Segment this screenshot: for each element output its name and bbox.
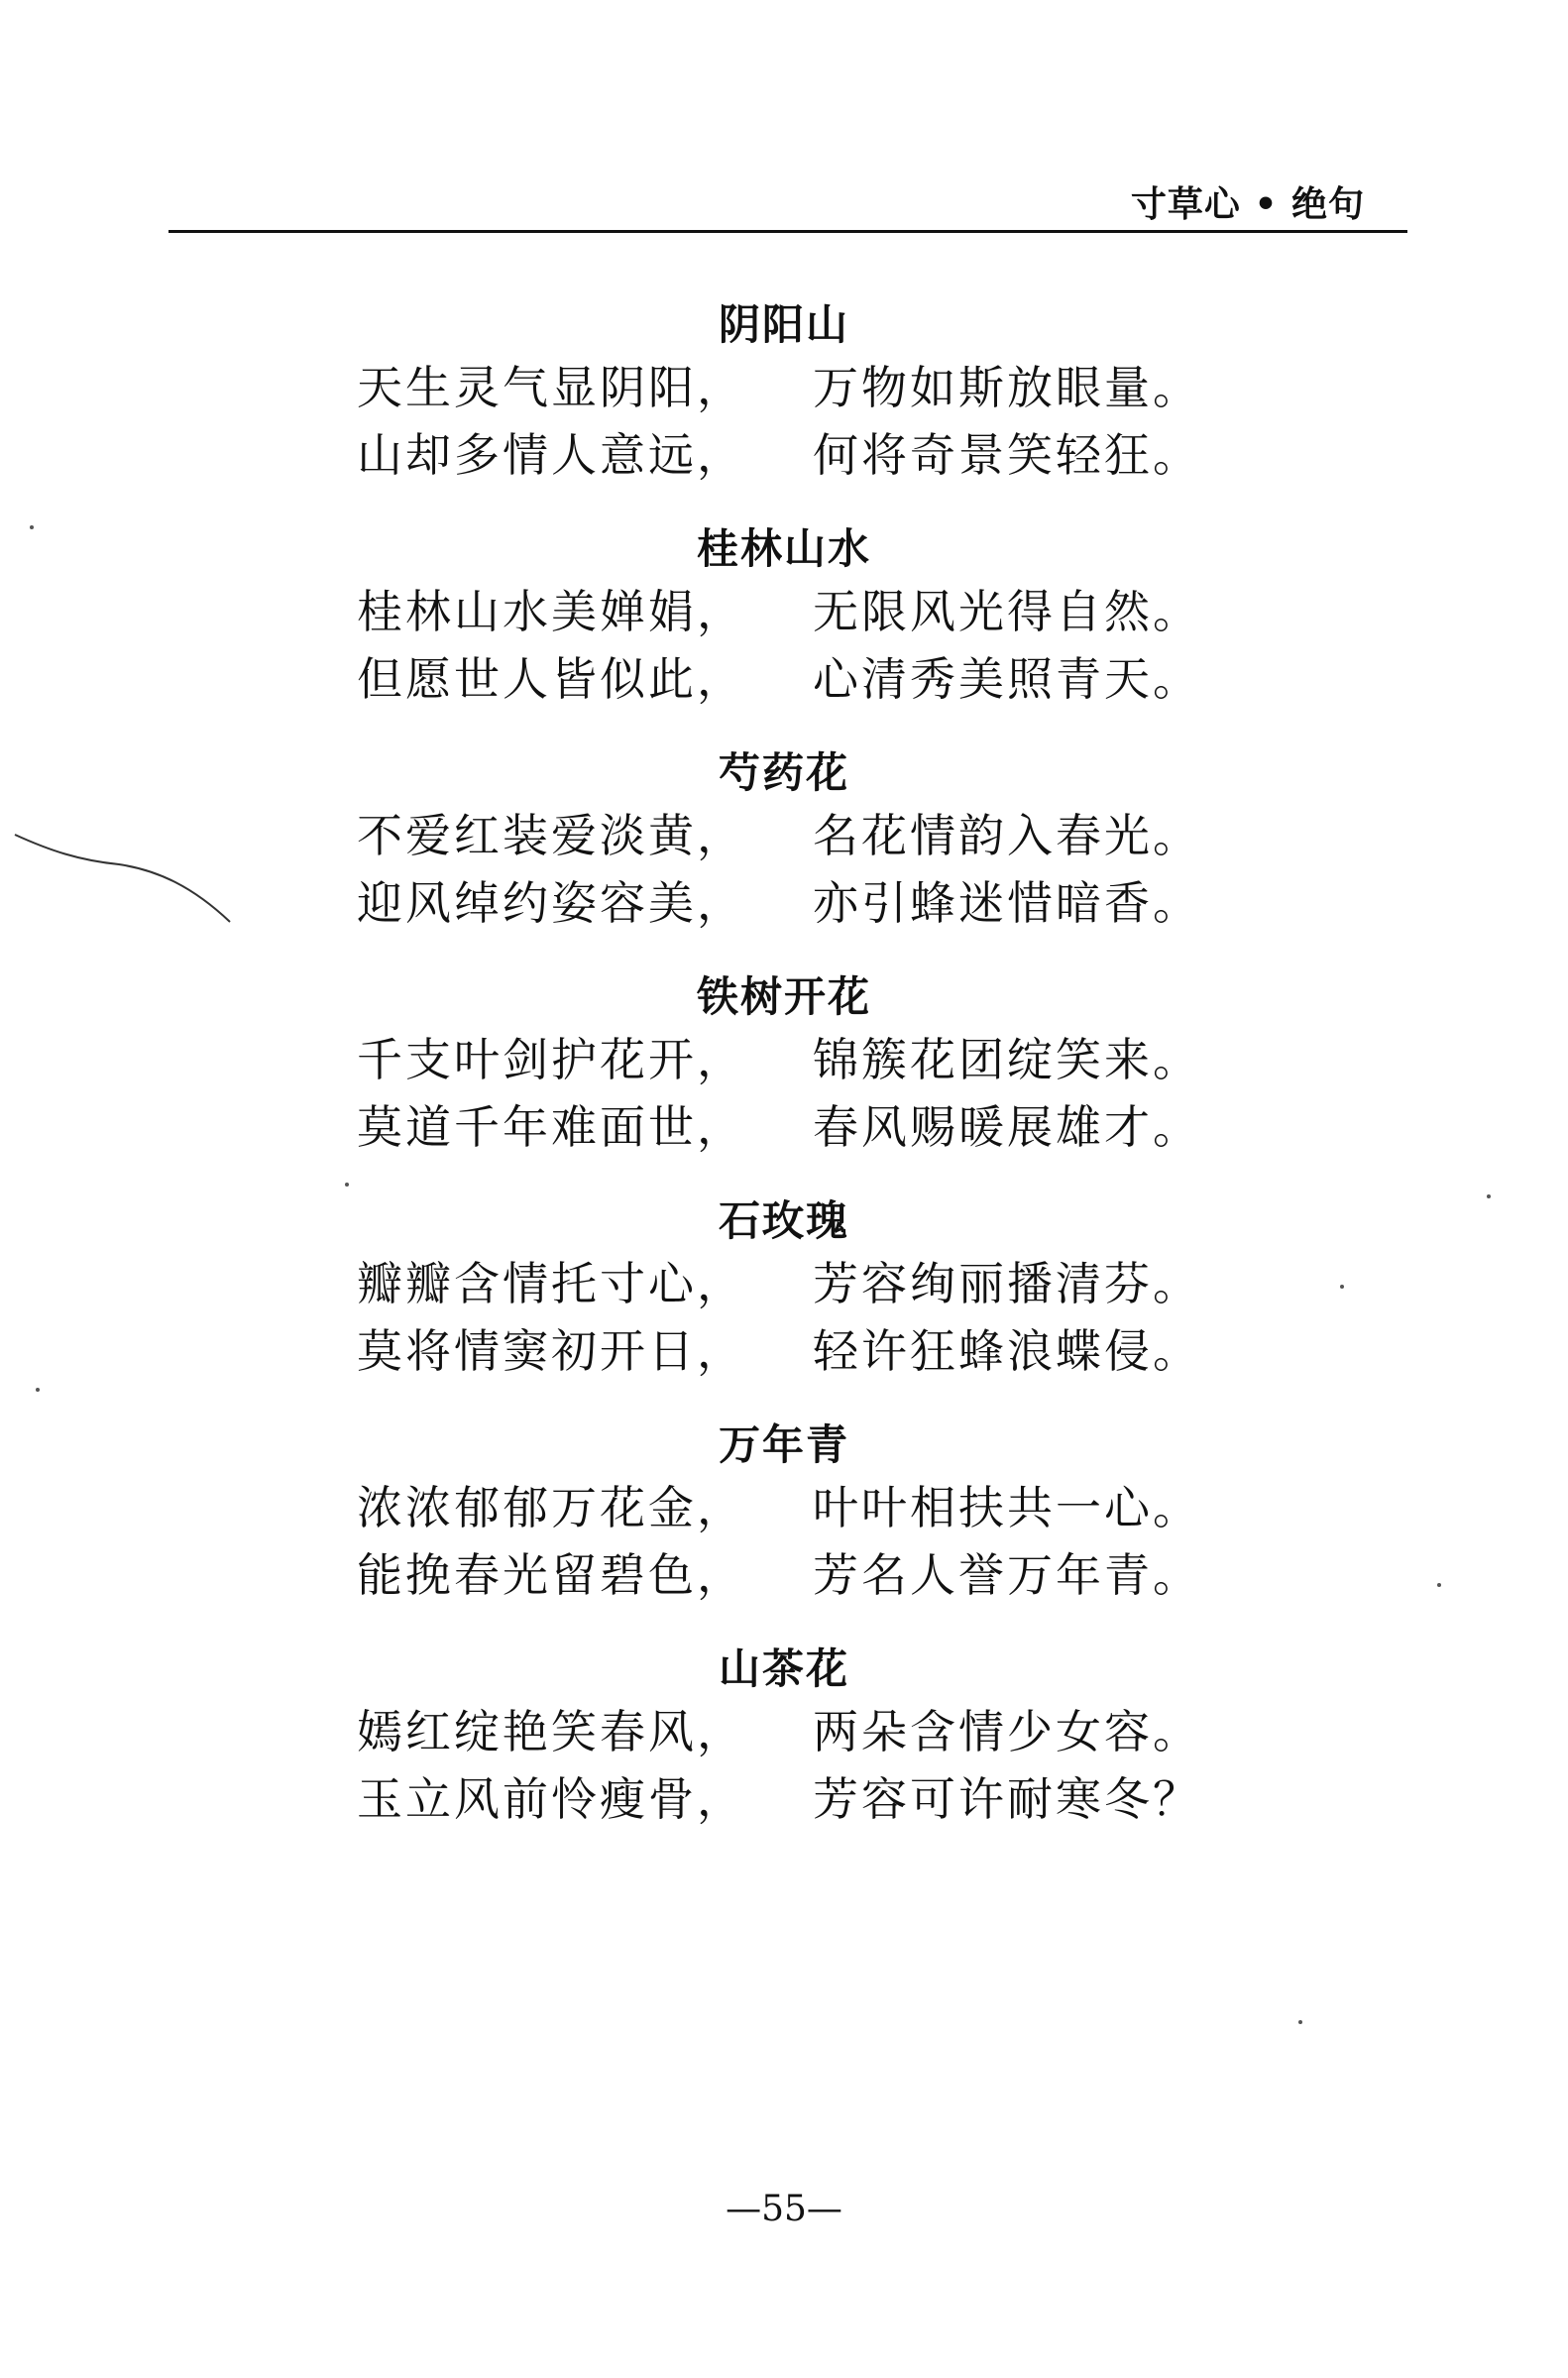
poem-line xyxy=(357,1539,1229,1602)
poem-line-second-half: 亦引蜂迷惜暗香。 xyxy=(813,876,1201,930)
poem-title: 桂林山水 xyxy=(696,524,871,573)
poem-title: 阴阳山 xyxy=(718,300,849,349)
poem-line-first-half: 迎风绰约姿容美， xyxy=(357,876,745,930)
poem-line-first-half: 浓浓郁郁万花金， xyxy=(357,1481,745,1534)
poem xyxy=(0,1179,1568,1403)
poem-line-first-half: 不爱红装爱淡黄， xyxy=(357,809,745,862)
poem-line-second-half: 无限风光得自然。 xyxy=(813,585,1201,638)
poem xyxy=(0,1627,1568,1851)
poem-line xyxy=(357,352,1229,414)
poem-line-first-half: 玉立风前怜瘦骨， xyxy=(357,1772,745,1826)
poem-line-second-half: 芳容绚丽播清芬。 xyxy=(813,1257,1201,1310)
poem-line xyxy=(357,1091,1229,1154)
scan-speck xyxy=(1487,1194,1491,1198)
poem xyxy=(0,1403,1568,1627)
poem xyxy=(0,283,1568,507)
scan-speck xyxy=(1437,1583,1441,1587)
poem-line-second-half: 春风赐暖展雄才。 xyxy=(813,1100,1201,1154)
poem-list xyxy=(0,283,1568,1851)
scan-speck xyxy=(1340,1285,1344,1289)
poem-line-second-half: 万物如斯放眼量。 xyxy=(813,361,1201,414)
poem-line-second-half: 名花情韵入春光。 xyxy=(813,809,1201,862)
poem-title: 山茶花 xyxy=(718,1644,849,1693)
page-number: —55— xyxy=(726,2189,842,2229)
scan-speck xyxy=(36,1388,40,1392)
poem-line xyxy=(357,1472,1229,1534)
header-rule xyxy=(168,230,1407,233)
poem-line xyxy=(357,800,1229,862)
poem-line-first-half: 瓣瓣含情托寸心， xyxy=(357,1257,745,1310)
poem-line xyxy=(357,576,1229,638)
poem-line xyxy=(357,1763,1229,1826)
scan-speck xyxy=(345,1183,349,1187)
scan-crease xyxy=(10,813,248,932)
poem-line xyxy=(357,1696,1229,1758)
scan-speck xyxy=(1298,2020,1302,2024)
poem-line-second-half: 锦簇花团绽笑来。 xyxy=(813,1033,1201,1086)
poem xyxy=(0,955,1568,1179)
poem-line xyxy=(357,1315,1229,1378)
poem-line-second-half: 芳名人誉万年青。 xyxy=(813,1548,1201,1602)
poem-line-second-half: 轻许狂蜂浪蝶侵。 xyxy=(813,1324,1201,1378)
poem-line-first-half: 莫道千年难面世， xyxy=(357,1100,745,1154)
poem-title: 石玫瑰 xyxy=(718,1196,849,1245)
poem-line xyxy=(357,419,1229,482)
poem-line-first-half: 但愿世人皆似此， xyxy=(357,652,745,706)
poem-line-second-half: 叶叶相扶共一心。 xyxy=(813,1481,1201,1534)
poem-line-first-half: 山却多情人意远， xyxy=(357,428,745,482)
poem-line-first-half: 千支叶剑护花开， xyxy=(357,1033,745,1086)
poem-line-second-half: 何将奇景笑轻狂。 xyxy=(813,428,1201,482)
poem-title: 铁树开花 xyxy=(696,972,871,1021)
poem-line-second-half: 心清秀美照青天。 xyxy=(813,652,1201,706)
poem-line xyxy=(357,867,1229,930)
poem-line-first-half: 莫将情窦初开日， xyxy=(357,1324,745,1378)
poem-line-first-half: 天生灵气显阴阳， xyxy=(357,361,745,414)
poem-line xyxy=(357,1248,1229,1310)
poem-line-first-half: 嫣红绽艳笑春风， xyxy=(357,1705,745,1758)
poem-line-second-half: 芳容可许耐寒冬？ xyxy=(813,1772,1201,1826)
poem-line xyxy=(357,1024,1229,1086)
scan-speck xyxy=(30,525,34,529)
poem-line-first-half: 桂林山水美婵娟， xyxy=(357,585,745,638)
poem-line-first-half: 能挽春光留碧色， xyxy=(357,1548,745,1602)
poem-line-second-half: 两朵含情少女容。 xyxy=(813,1705,1201,1758)
poem-line xyxy=(357,643,1229,706)
poem-title: 万年青 xyxy=(718,1420,849,1469)
poem xyxy=(0,507,1568,731)
running-head: 寸草心 • 绝句 xyxy=(1130,184,1365,225)
poem-title: 芍药花 xyxy=(718,748,849,797)
